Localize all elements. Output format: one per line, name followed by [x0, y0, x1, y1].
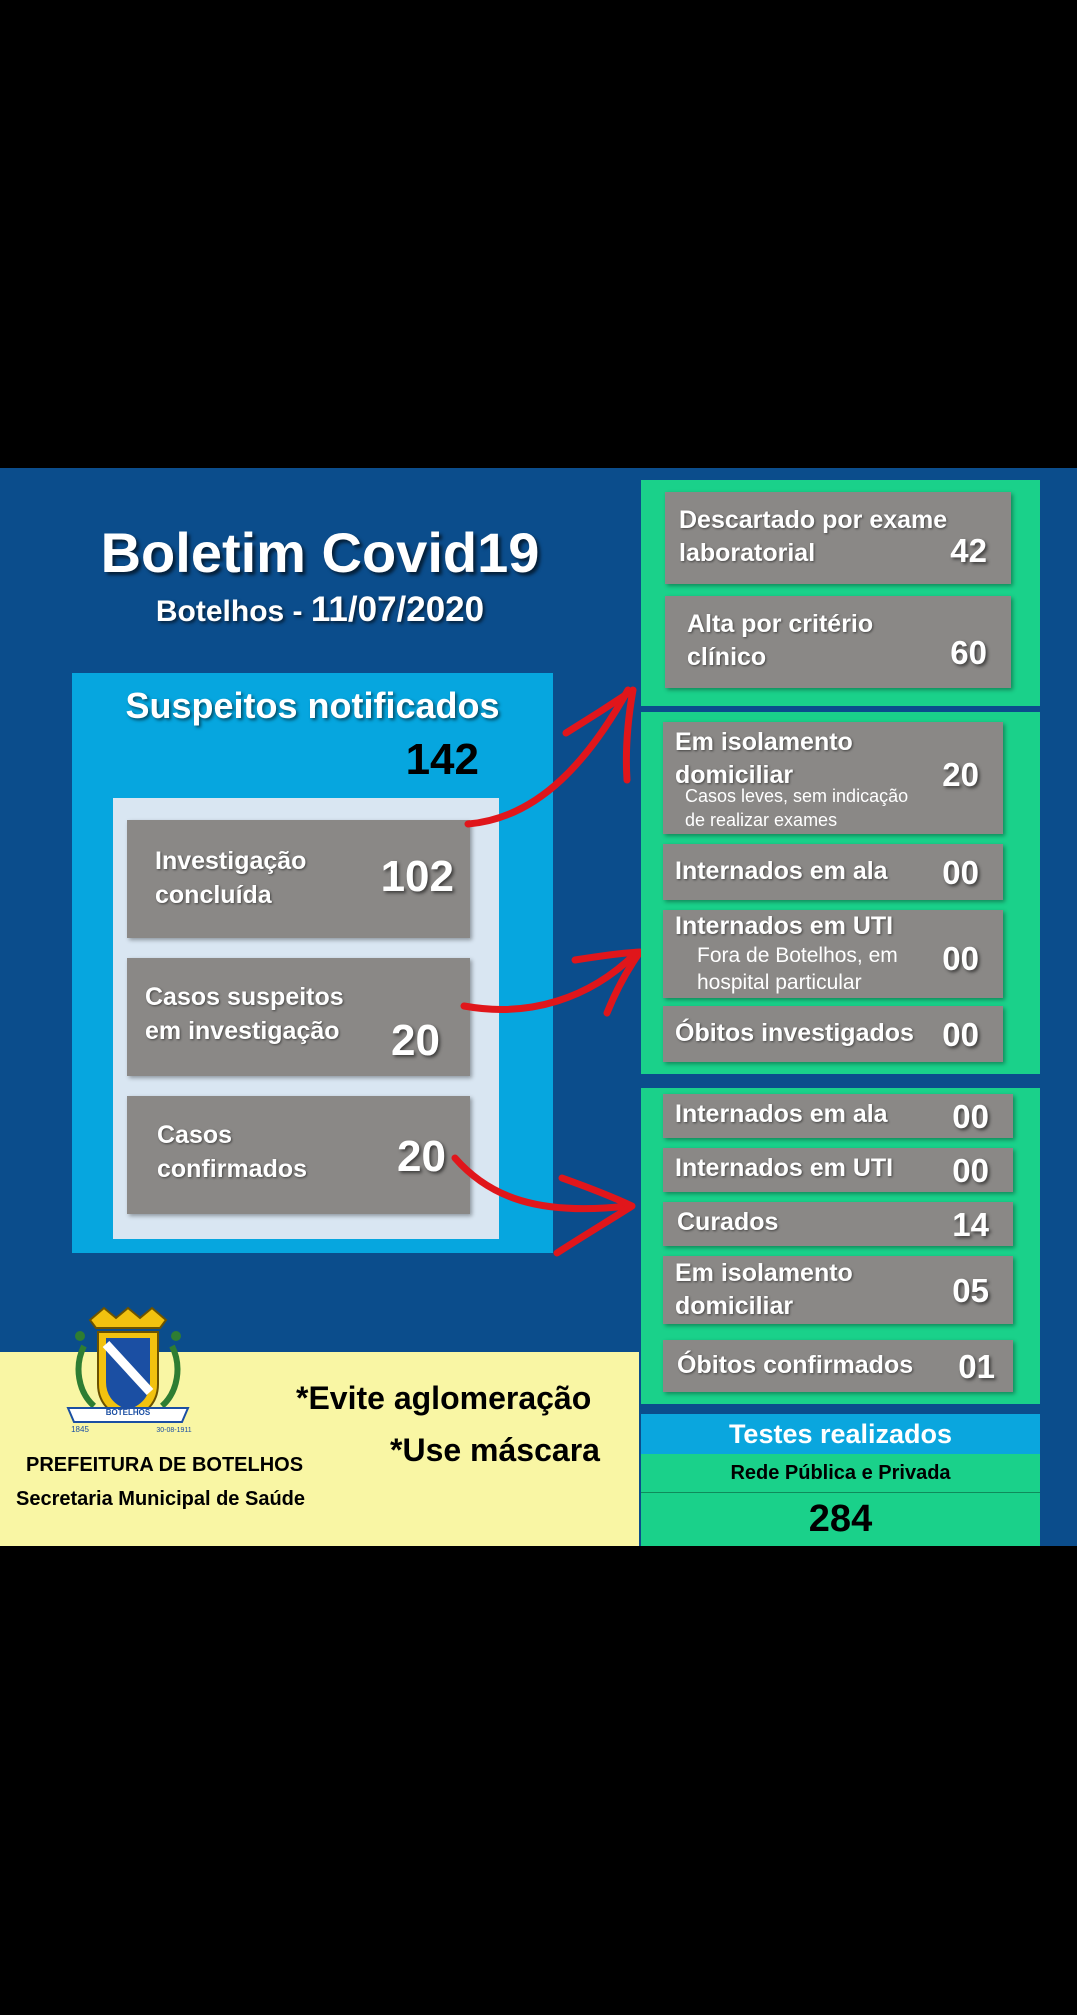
- arrow-to-investigation-head: [575, 952, 640, 1013]
- confirmed-icu-value: 00: [952, 1152, 989, 1189]
- under-investigation-value: 20: [391, 1016, 440, 1065]
- deaths-confirmed-value: 01: [958, 1348, 995, 1385]
- deaths-investigated-box: [663, 1006, 1003, 1062]
- deaths-investigated-label: Óbitos investigados: [675, 1019, 914, 1047]
- suspect-isolation-note: Casos leves, sem indicação de realizar exames: [685, 786, 909, 830]
- suspect-ward-value: 00: [942, 854, 979, 891]
- suspect-icu-label: Internados em UTI: [675, 912, 894, 940]
- city-label: Botelhos -: [155, 595, 311, 628]
- deaths-confirmed-label: Óbitos confirmados: [677, 1351, 914, 1379]
- confirmed-panel: [641, 1088, 1040, 1404]
- suspect-icu-note: Fora de Botelhos, em hospital particular: [697, 944, 898, 994]
- suspect-icu-box: [663, 910, 1003, 998]
- arrow-to-confirmed-shaft: [455, 1158, 628, 1209]
- suspect-icu-value: 00: [942, 940, 979, 977]
- discarded-label: Descartado por exame laboratorial: [679, 506, 948, 567]
- confirmed-isolation-box: [663, 1256, 1013, 1324]
- cured-label: Curados: [677, 1208, 779, 1236]
- confirmed-icu-box: [663, 1148, 1013, 1192]
- reminder-avoid-crowds: *Evite aglomeração: [296, 1380, 592, 1416]
- crest-year-left: 1845: [71, 1425, 89, 1434]
- reminder-use-mask: *Use máscara: [390, 1432, 600, 1468]
- confirmed-isolation-value: 05: [952, 1272, 989, 1309]
- deaths-investigated-value: 00: [942, 1016, 979, 1053]
- health-department-name: Secretaria Municipal de Saúde: [16, 1488, 305, 1510]
- tests-panel: [641, 1414, 1040, 1546]
- tests-subtitle: Rede Pública e Privada: [641, 1454, 1040, 1493]
- crest-text: BOTELHOS: [105, 1408, 151, 1417]
- confirmed-ward-label: Internados em ala: [675, 1100, 888, 1128]
- clinical-discharge-value: 60: [950, 634, 987, 671]
- discarded-value: 42: [950, 532, 987, 569]
- city-crest-icon: [60, 1306, 196, 1436]
- confirmed-ward-box: [663, 1094, 1013, 1138]
- confirmed-value: 20: [397, 1132, 446, 1181]
- tests-title: Testes realizados: [641, 1414, 1040, 1454]
- cured-box: [663, 1202, 1013, 1246]
- city-hall-name: PREFEITURA DE BOTELHOS: [26, 1454, 304, 1476]
- investigation-concluded-label: Investigação concluída: [155, 847, 307, 909]
- suspect-isolation-box: [663, 722, 1003, 834]
- confirmed-ward-value: 00: [952, 1098, 989, 1135]
- clinical-discharge-label: Alta por critério clínico: [687, 610, 874, 671]
- suspect-ward-label: Internados em ala: [675, 857, 888, 885]
- cured-value: 14: [952, 1206, 989, 1243]
- investigation-panel: [641, 712, 1040, 1074]
- bulletin-date: 11/07/2020: [310, 590, 485, 629]
- discarded-box: [665, 492, 1011, 584]
- under-investigation-label: Casos suspeitos em investigação: [145, 983, 344, 1045]
- suspect-isolation-label: Em isolamento domiciliar: [675, 728, 853, 789]
- deaths-confirmed-box: [663, 1340, 1013, 1392]
- investigation-concluded-value: 102: [380, 852, 454, 901]
- covid-bulletin-poster: [0, 468, 1077, 1546]
- suspect-isolation-value: 20: [942, 756, 979, 793]
- suspects-title: Suspeitos notificados: [125, 685, 500, 726]
- clinical-discharge-box: [665, 596, 1011, 688]
- confirmed-isolation-label: Em isolamento domiciliar: [675, 1259, 853, 1320]
- concluded-panel: [641, 480, 1040, 706]
- suspects-total: 142: [405, 735, 479, 784]
- tests-value: 284: [808, 1498, 873, 1540]
- arrow-to-confirmed-head: [557, 1178, 632, 1253]
- suspect-ward-box: [663, 844, 1003, 900]
- confirmed-icu-label: Internados em UTI: [675, 1154, 894, 1182]
- confirmed-label: Casos confirmados: [157, 1121, 308, 1183]
- crest-year-right: 30-08-1911: [156, 1427, 192, 1434]
- bulletin-title: Boletim Covid19: [100, 521, 540, 584]
